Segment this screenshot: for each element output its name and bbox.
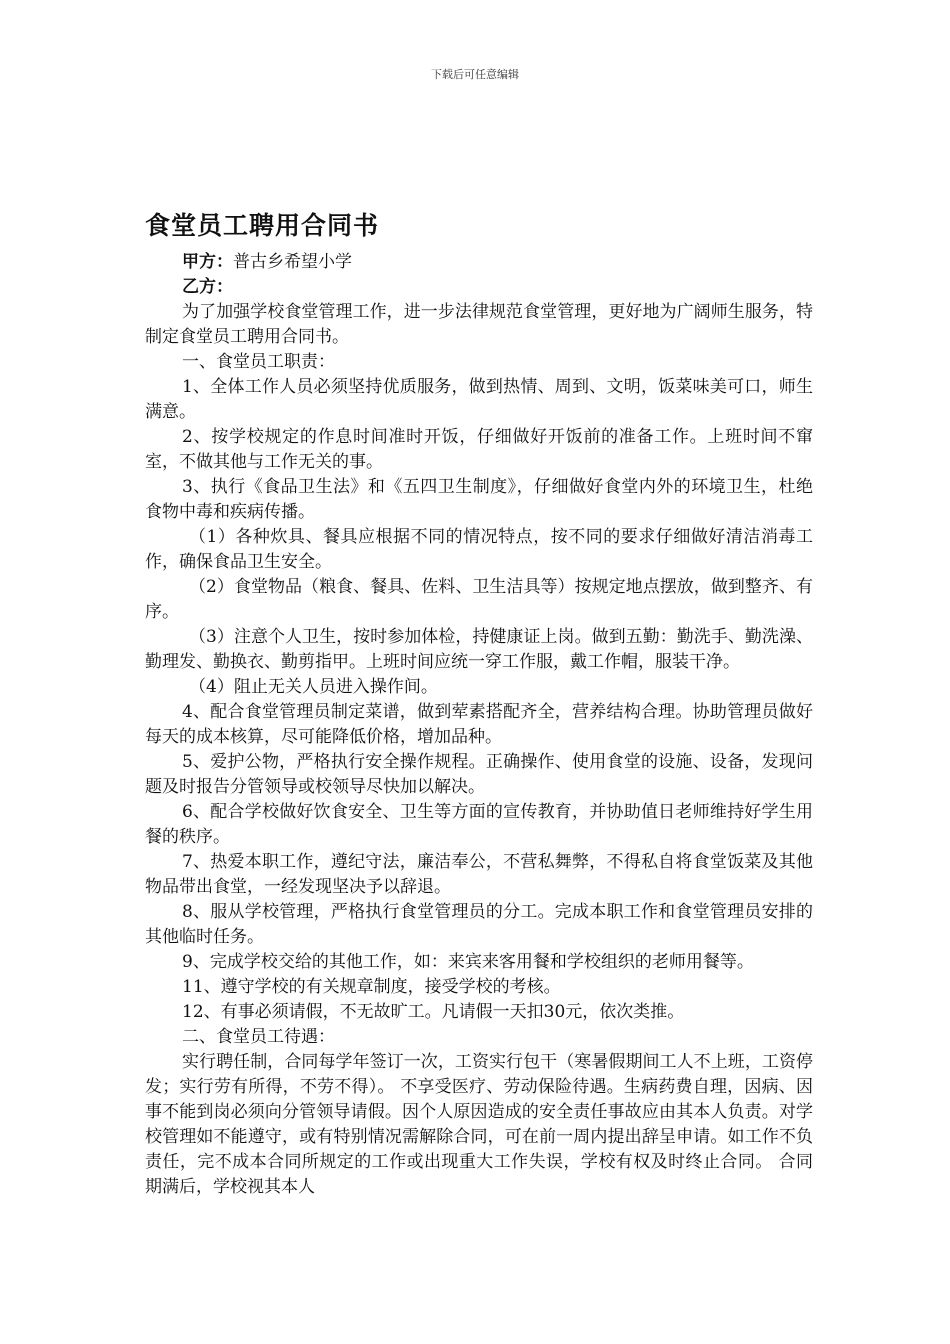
duty-item: 8、服从学校管理，严格执行食堂管理员的分工。完成本职工作和食堂管理员安排的其他临时任务。 bbox=[145, 902, 813, 947]
intro-paragraph: 为了加强学校食堂管理工作，进一步法律规范食堂管理，更好地为广阔师生服务，特制定食堂员工聘用合同书。 bbox=[145, 302, 813, 347]
duty-item: 1、全体工作人员必须坚持优质服务，做到热情、周到、文明，饭菜味美可口，师生满意。 bbox=[145, 377, 813, 422]
duty-item: 12、有事必须请假，不无故旷工。凡请假一天扣30元，依次类推。 bbox=[182, 1002, 685, 1022]
hygiene-sub-item: （4）阻止无关人员进入操作间。 bbox=[189, 677, 438, 697]
duty-item: 3、执行《食品卫生法》和《五四卫生制度》，仔细做好食堂内外的环境卫生，杜绝食物中毒和疾病传播。 bbox=[145, 477, 813, 522]
duty-item: 9、完成学校交给的其他工作，如：来宾来客用餐和学校组织的老师用餐等。 bbox=[182, 952, 754, 972]
header-note: 下载后可任意编辑 bbox=[431, 68, 519, 81]
benefits-paragraph: 实行聘任制，合同每学年签订一次，工资实行包干（寒暑假期间工人不上班，工资停发；实行劳有所得，不劳不得）。 不享受医疗、劳动保险待遇。生病药费自理，因病、因事不能到岗必须向分管领导请假。因个人原因造成的安全责任事故应由其本人负责。对学校管理如不能遵守，或有特别情况需解除合同，可在前一周内提出辞呈申请。如工作不负责任，完不成本合同所规定的工作或出现重大工作失误，学校有权及时终止合同。 合同期满后，学校视其本人 bbox=[145, 1052, 813, 1197]
duty-item: 6、配合学校做好饮食安全、卫生等方面的宣传教育，并协助值日老师维持好学生用餐的秩序。 bbox=[145, 802, 813, 847]
document-title: 食堂员工聘用合同书 bbox=[145, 211, 380, 240]
party-b-label: 乙方： bbox=[182, 277, 233, 297]
section-heading-benefits: 二、食堂员工待遇： bbox=[182, 1027, 335, 1047]
duty-item: 11、遵守学校的有关规章制度，接受学校的考核。 bbox=[182, 977, 561, 997]
document-body bbox=[145, 208, 813, 1200]
party-a-value: 普古乡希望小学 bbox=[233, 252, 352, 272]
party-a-label: 甲方： bbox=[182, 252, 233, 272]
hygiene-sub-item: （3）注意个人卫生，按时参加体检，持健康证上岗。做到五勤：勤洗手、勤洗澡、勤理发、勤换衣、勤剪指甲。上班时间应统一穿工作服，戴工作帽，服装干净。 bbox=[145, 627, 813, 672]
duty-item: 5、爱护公物，严格执行安全操作规程。正确操作、使用食堂的设施、设备，发现问题及时报告分管领导或校领导尽快加以解决。 bbox=[145, 752, 813, 797]
duty-item: 4、配合食堂管理员制定菜谱，做到荤素搭配齐全，营养结构合理。协助管理员做好每天的成本核算，尽可能降低价格，增加品种。 bbox=[145, 702, 813, 747]
duty-item: 2、按学校规定的作息时间准时开饭，仔细做好开饭前的准备工作。上班时间不窜室，不做其他与工作无关的事。 bbox=[145, 427, 813, 472]
party-b-line bbox=[145, 275, 813, 300]
party-a-line bbox=[145, 250, 813, 275]
hygiene-sub-item: （2）食堂物品（粮食、餐具、佐料、卫生洁具等）按规定地点摆放，做到整齐、有序。 bbox=[145, 577, 813, 622]
hygiene-sub-item: （1）各种炊具、餐具应根据不同的情况特点，按不同的要求仔细做好清洁消毒工作，确保食品卫生安全。 bbox=[145, 527, 813, 572]
duty-item: 7、热爱本职工作，遵纪守法，廉洁奉公，不营私舞弊，不得私自将食堂饭菜及其他物品带出食堂，一经发现坚决予以辞退。 bbox=[145, 852, 813, 897]
section-heading-duties: 一、食堂员工职责： bbox=[182, 352, 335, 372]
